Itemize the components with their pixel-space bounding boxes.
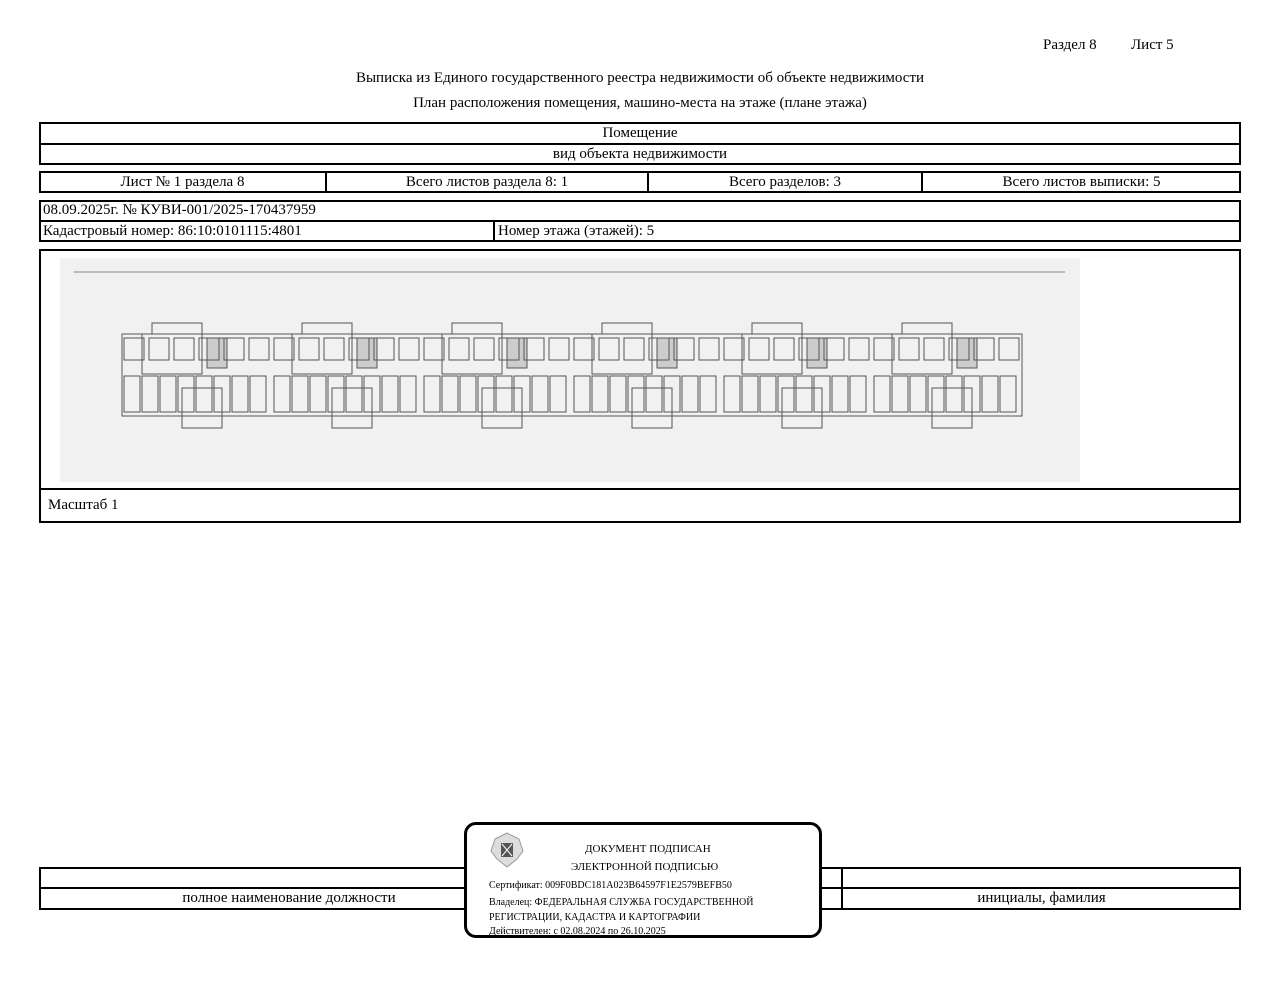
sheet-label: Лист 5 [1131, 37, 1174, 53]
floor-plan-drawing [60, 258, 1080, 482]
stamp-line2: ЭЛЕКТРОННОЙ ПОДПИСЬЮ [571, 861, 719, 873]
total-sheets-extract: Всего листов выписки: 5 [1002, 173, 1161, 190]
floor-number: Номер этажа (этажей): 5 [498, 222, 655, 239]
object-type: Помещение [602, 124, 678, 141]
stamp-certificate: Сертификат: 009F0BDC181A023B64597F1E2579BEFB50 [489, 880, 732, 891]
electronic-signature-stamp [464, 822, 822, 938]
position-caption: полное наименование должности [182, 890, 396, 906]
stamp-line1: ДОКУМЕНТ ПОДПИСАН [585, 843, 711, 855]
document-title: Выписка из Единого государственного реестра недвижимости об объекте недвижимости [355, 70, 925, 86]
section-label: Раздел 8 [1043, 37, 1097, 53]
cadastral-number: Кадастровый номер: 86:10:0101115:4801 [43, 222, 302, 239]
coat-of-arms-icon [487, 829, 527, 871]
total-sheets-section: Всего листов раздела 8: 1 [405, 173, 569, 190]
document-subtitle: План расположения помещения, машино-места на этаже (плане этажа) [413, 95, 867, 111]
object-type-caption: вид объекта недвижимости [552, 145, 728, 162]
scale-label: Масштаб 1 [48, 497, 119, 513]
total-sections: Всего разделов: 3 [728, 173, 842, 190]
sheet-of-section: Лист № 1 раздела 8 [120, 173, 245, 190]
stamp-owner2: РЕГИСТРАЦИИ, КАДАСТРА И КАРТОГРАФИИ [489, 912, 701, 923]
stamp-owner1: Владелец: ФЕДЕРАЛЬНАЯ СЛУЖБА ГОСУДАРСТВЕННОЙ [489, 897, 754, 908]
plan-scan-background [60, 258, 1080, 482]
name-caption: инициалы, фамилия [977, 890, 1106, 906]
doc-number: 08.09.2025г. № КУВИ-001/2025-170437959 [43, 202, 316, 218]
stamp-valid: Действителен: с 02.08.2024 по 26.10.2025 [489, 926, 666, 937]
